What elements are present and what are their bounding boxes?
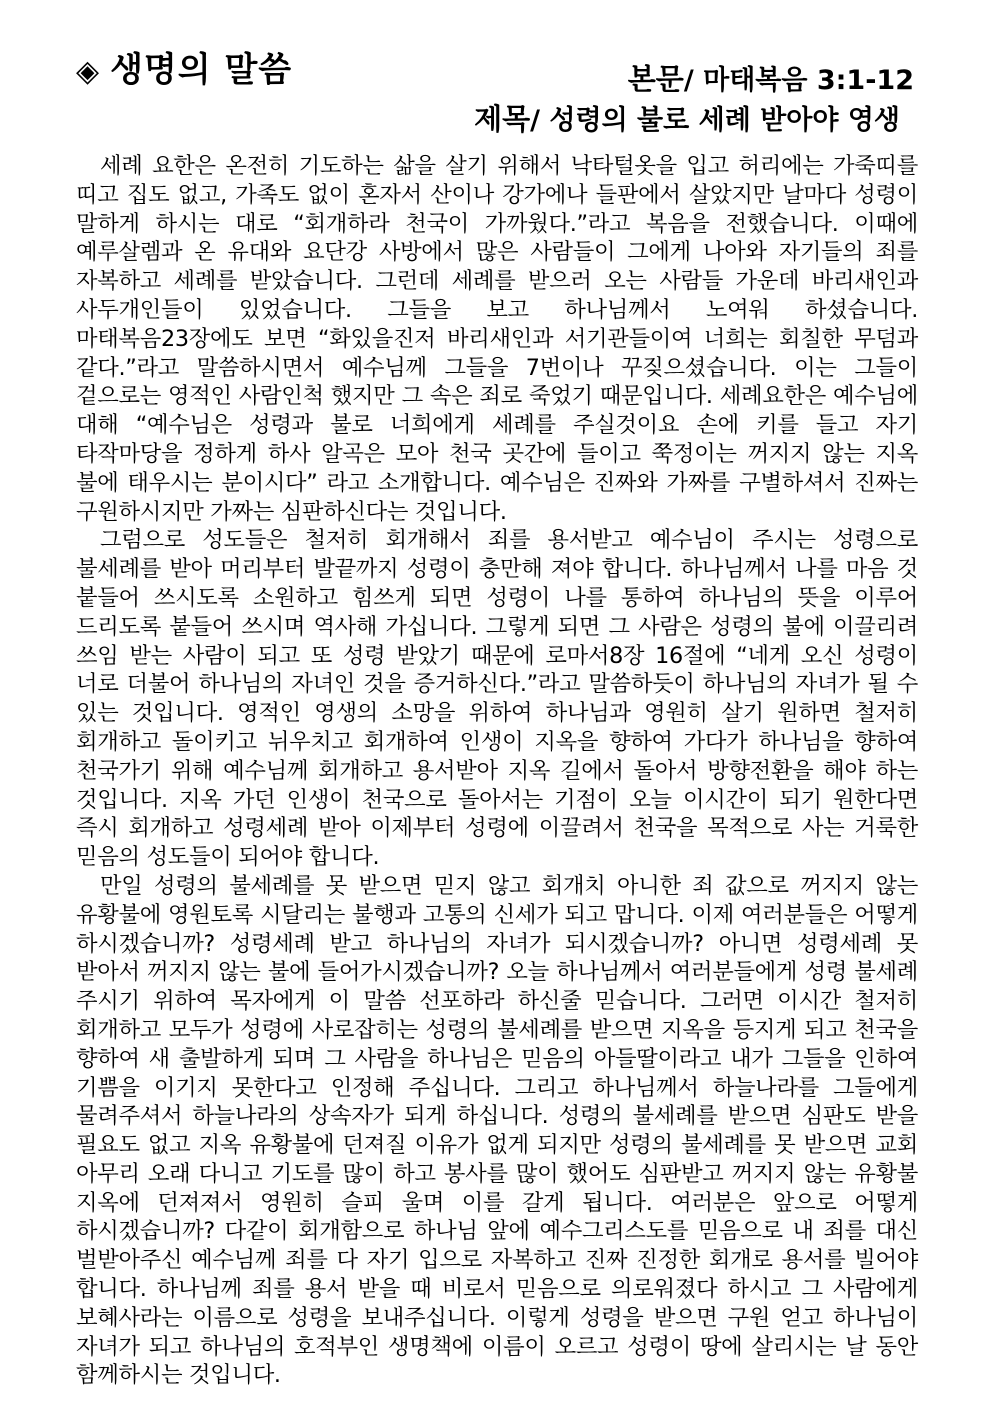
sermon-title-separator: /: [530, 105, 540, 136]
body-paragraph: 만일 성령의 불세례를 못 받으면 믿지 않고 회개치 아니한 죄 값으로 꺼지지 않는 유황불에 영원토록 시달리는 불행과 고통의 신세가 되고 맙니다. 이제 여러분들은 어떻게 하시겠습니까? 성령세례 받고 하나님의 자녀가 되시겠습니까? 아니면 성령세례 못 받아서 꺼지지 않는 불에 들어가시겠습니까? 오늘 하나님께서 여러분들에게 성령 불세례 주시기 위하여 목자에게 이 말씀 선포하라 하신줄 믿습니다. 그러면 이시간 철저히 회개하고 모두가 성령에 사로잡히는 성령의 불세례를 받으면 지옥을 등지게 되고 천국을 향하여 새 출발하게 되며 그 사람을 하나님은 믿음의 아들딸이라고 내가 그들을 인하여 기쁨을 이기지 못한다고 인정해 주십니다. 그리고 하나님께서 하늘나라를 그들에게 물려주셔서 하늘나라의 상속자가 되게 하십니다. 성령의 불세례를 받으면 심판도 받을 필요도 없고 지옥 유황불에 던져질 이유가 없게 되지만 성령의 불세례를 못 받으면 교회 아무리 오래 다니고 기도를 많이 하고 봉사를 많이 했어도 심판받고 꺼지지 않는 유황불 지옥에 던져져서 영원히 슬피 울며 이를 갈게 됩니다. 여러분은 앞으로 어떻게 하시겠습니까? 다같이 회개함으로 하나님 앞에 예수그리스도를 믿음으로 내 죄를 대신 벌받아주신 예수님께 죄를 다 자기 입으로 자복하고 진짜 진정한 회개로 용서를 빌어야 합니다. 하나님께 죄를 용서 받을 때 비로서 믿음으로 의로워졌다 하시고 그 사람에게 보혜사라는 이름으로 성령을 보내주십니다. 이렇게 성령을 받으면 구원 얻고 하나님이 자녀가 되고 하나님의 호적부인 생명책에 이름이 오르고 성령이 땅에 살리시는 날 동안 함께하시는 것입니다.: [76, 872, 918, 1389]
body-paragraph: 그럼으로 성도들은 철저히 회개해서 죄를 용서받고 예수님이 주시는 성령으로 불세례를 받아 머리부터 발끝까지 성령이 충만해 져야 합니다. 하나님께서 나를 마음 것 붙들어 쓰시도록 소원하고 힘쓰게 되면 성령이 나를 통하여 하나님의 뜻을 이루어 드리도록 붙들어 쓰시며 역사해 가십니다. 그렇게 되면 그 사람은 성령의 불에 이끌리려 쓰임 받는 사람이 되고 또 성령 받았기 때문에 로마서8장 16절에 “네게 오신 성령이 너로 더불어 하나님의 자녀인 것을 증거하신다.”라고 말씀하듯이 하나님의 자녀가 될 수 있는 것입니다. 영적인 영생의 소망을 위하여 하나님과 영원히 살기 원하면 철저히 회개하고 돌이키고 뉘우치고 회개하여 인생이 지옥을 향하여 가다가 하나님을 향하여 천국가기 위해 예수님께 회개하고 용서받아 지옥 길에서 돌아서 방향전환을 해야 하는 것입니다. 지옥 가던 인생이 천국으로 돌아서는 기점이 오늘 이시간이 되기 원한다면 즉시 회개하고 성령세례 받아 이제부터 성령에 이끌려서 천국을 목적으로 사는 거룩한 믿음의 성도들이 되어야 합니다.: [76, 527, 918, 871]
scripture-reference-text: 마태복음 3:1-12: [703, 65, 914, 96]
body-paragraph: 세례 요한은 온전히 기도하는 삶을 살기 위해서 낙타털옷을 입고 허리에는 가죽띠를 띠고 집도 없고, 가족도 없이 혼자서 산이나 강가에나 들판에서 살았지만 날마다 성령이 말하게 하시는 대로 “회개하라 천국이 가까웠다.”라고 복음을 전했습니다. 이때에 예루살렘과 온 유대와 요단강 사방에서 많은 사람들이 그에게 나아와 자기들의 죄를 자복하고 세례를 받았습니다. 그런데 세례를 받으러 오는 사람들 가운데 바리새인과 사두개인들이 있었습니다. 그들을 보고 하나님께서 노여워 하셨습니다. 마태복음23장에도 보면 “화있을진저 바리새인과 서기관들이여 너희는 회칠한 무덤과 같다.”라고 말씀하시면서 예수님께 그들을 7번이나 꾸짖으셨습니다. 이는 그들이 겉으로는 영적인 사람인척 했지만 그 속은 죄로 죽었기 때문입니다. 세례요한은 예수님에 대해 “예수님은 성령과 불로 너희에게 세례를 주실것이요 손에 키를 들고 자기 타작마당을 정하게 하사 알곡은 모아 천국 곳간에 들이고 쭉정이는 꺼지지 않는 지옥 불에 태우시는 분이시다” 라고 소개합니다. 예수님은 진짜와 가짜를 구별하셔서 진짜는 구원하시지만 가짜는 심판하신다는 것입니다.: [76, 153, 919, 525]
sermon-title: [474, 102, 900, 138]
sermon-title-label: 제목: [474, 102, 531, 136]
sermon-body: [76, 152, 918, 1390]
section-heading: [76, 50, 292, 92]
section-heading-text: 생명의 말씀: [110, 50, 293, 90]
scripture-separator: /: [683, 65, 694, 96]
scripture-reference: [628, 62, 914, 98]
scripture-label: 본문: [627, 62, 684, 96]
sermon-title-text: 성령의 불로 세례 받아야 영생: [549, 105, 900, 136]
diamond-bullet-icon: ◈: [76, 54, 101, 89]
